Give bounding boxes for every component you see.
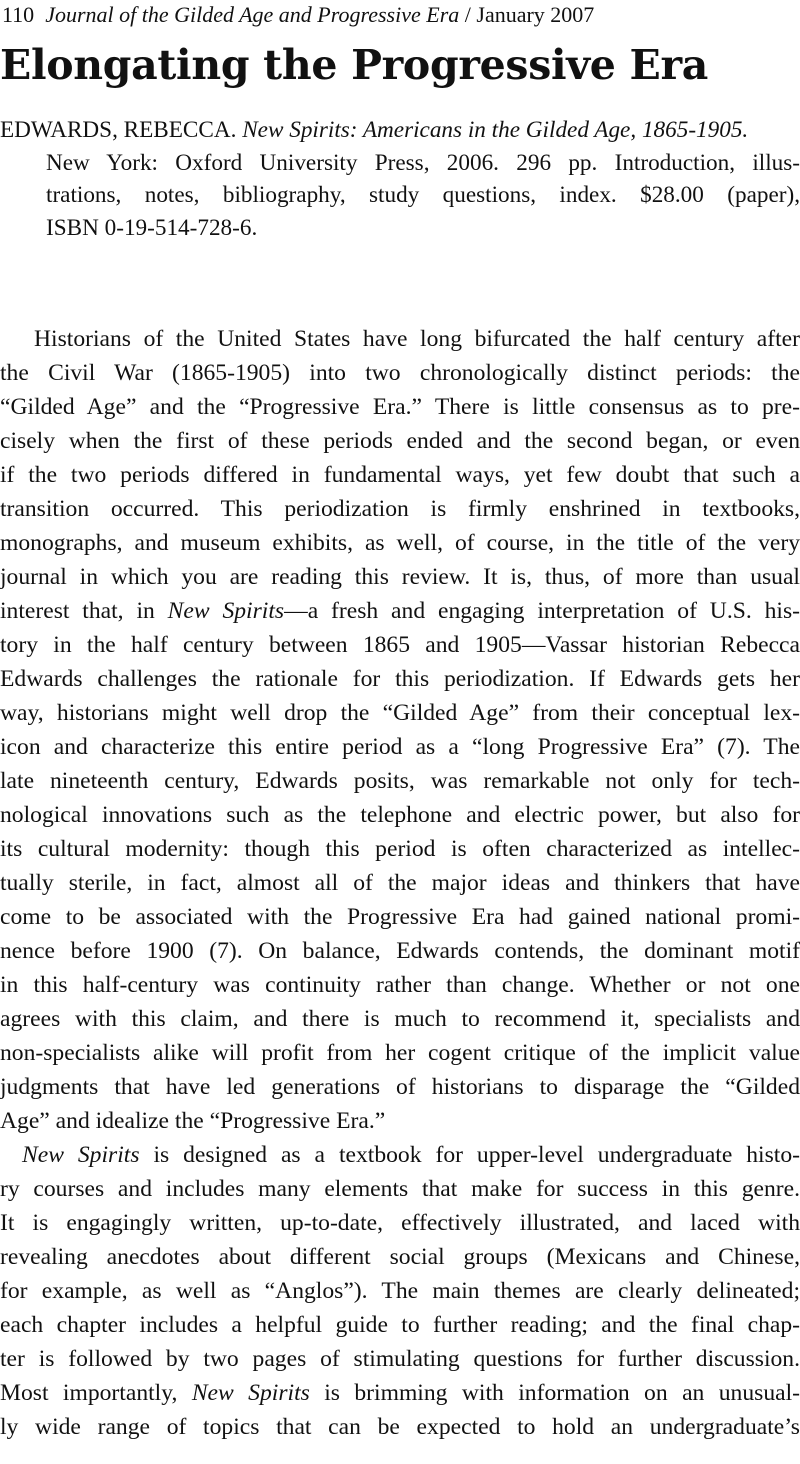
body-line [0,1376,800,1410]
body-line: late nineteenth century, Edwards posits, was remarkable not only for tech- [0,768,800,794]
body-line: ry courses and includes many elements that make for success in this genre. [0,1176,800,1202]
line-text-before: Most importantly, [0,1380,192,1406]
body-line: if the two periods differed in fundamental ways, yet few doubt that such a [0,462,800,488]
running-head-separator: / [459,2,477,27]
body-line: cisely when the first of these periods ended and the second began, or even [0,428,800,454]
body-line: icon and characterize this entire period as a “long Progressive Era” (7). The [0,734,800,760]
body-line: monographs, and museum exhibits, as well, of course, in the title of the very [0,530,800,556]
review-body [0,322,800,1444]
italic-book-title: New Spirits [167,598,285,624]
body-line: each chapter includes a helpful guide to further reading; and the final chap- [0,1312,800,1338]
body-line: non-specialists alike will profit from her cogent critique of the implicit value [0,1040,800,1066]
body-line: transition occurred. This periodization is firmly enshrined in textbooks, [0,496,800,522]
book-citation [0,114,800,244]
body-line [0,1138,800,1172]
paragraph-1 [0,322,800,1138]
body-line: “Gilded Age” and the “Progressive Era.” There is little consensus as to pre- [0,394,800,420]
body-line: judgments that have led generations of historians to disparage the “Gilded [0,1074,800,1100]
running-head [2,0,594,30]
line-text-after: is designed as a textbook for upper-level undergraduate histo- [139,1142,800,1168]
italic-book-title: New Spirits [22,1142,140,1168]
line-text-after: is brimming with information on an unusual- [309,1380,800,1406]
body-line: its cultural modernity: though this period is often characterized as intellec- [0,836,800,862]
body-line: Age” and idealize the “Progressive Era.” [0,1108,386,1134]
issue-date: January 2007 [476,2,595,27]
citation-line-1 [0,114,800,147]
line-text-before: interest that, in [0,598,168,624]
body-line: way, historians might well drop the “Gilded Age” from their conceptual lex- [0,700,800,726]
citation-line-3: trations, notes, bibliography, study questions, index. $28.00 (paper), [46,182,800,209]
body-line: nological innovations such as the telephone and electric power, but also for [0,802,800,828]
article-title: Elongating the Progressive Era [0,41,709,89]
body-line: come to be associated with the Progressive Era had gained national promi- [0,904,800,930]
page-number: 110 [2,2,35,27]
body-line: tually sterile, in fact, almost all of the major ideas and thinkers that have [0,870,800,896]
body-line: nence before 1900 (7). On balance, Edwards contends, the dominant motif [0,938,800,964]
citation-book-title: New Spirits: Americans in the Gilded Age, 1865-1905. [242,117,749,143]
body-line: tory in the half century between 1865 and 1905—Vassar historian Rebecca [0,632,800,658]
italic-book-title: New Spirits [191,1380,310,1406]
body-line: agrees with this claim, and there is much to recommend it, specialists and [0,1006,800,1032]
body-line: revealing anecdotes about different social groups (Mexicans and Chinese, [0,1244,800,1270]
citation-line-2: New York: Oxford University Press, 2006. 296 pp. Introduction, illus- [46,149,800,176]
body-line: Edwards challenges the rationale for this periodization. If Edwards gets her [0,666,800,692]
journal-name: Journal of the Gilded Age and Progressive Era [45,2,460,27]
paragraph-2 [0,1138,800,1444]
body-line: for example, as well as “Anglos”). The main themes are clearly delineated; [0,1278,800,1304]
body-line: ly wide range of topics that can be expected to hold an undergraduate’s [0,1414,800,1440]
body-line: journal in which you are reading this review. It is, thus, of more than usual [0,564,800,590]
citation-line-4: ISBN 0-19-514-728-6. [46,214,258,241]
citation-author: EDWARDS, REBECCA. [0,117,237,143]
body-line: the Civil War (1865-1905) into two chronologically distinct periods: the [0,360,800,386]
body-line [0,594,800,628]
body-line: ter is followed by two pages of stimulating questions for further discussion. [0,1346,800,1372]
body-line: in this half-century was continuity rather than change. Whether or not one [0,972,800,998]
body-line: It is engagingly written, up-to-date, effectively illustrated, and laced with [0,1210,800,1236]
line-text-after: —a fresh and engaging interpretation of U.S. his- [284,598,800,624]
body-line: Historians of the United States have long bifurcated the half century after [34,326,800,352]
